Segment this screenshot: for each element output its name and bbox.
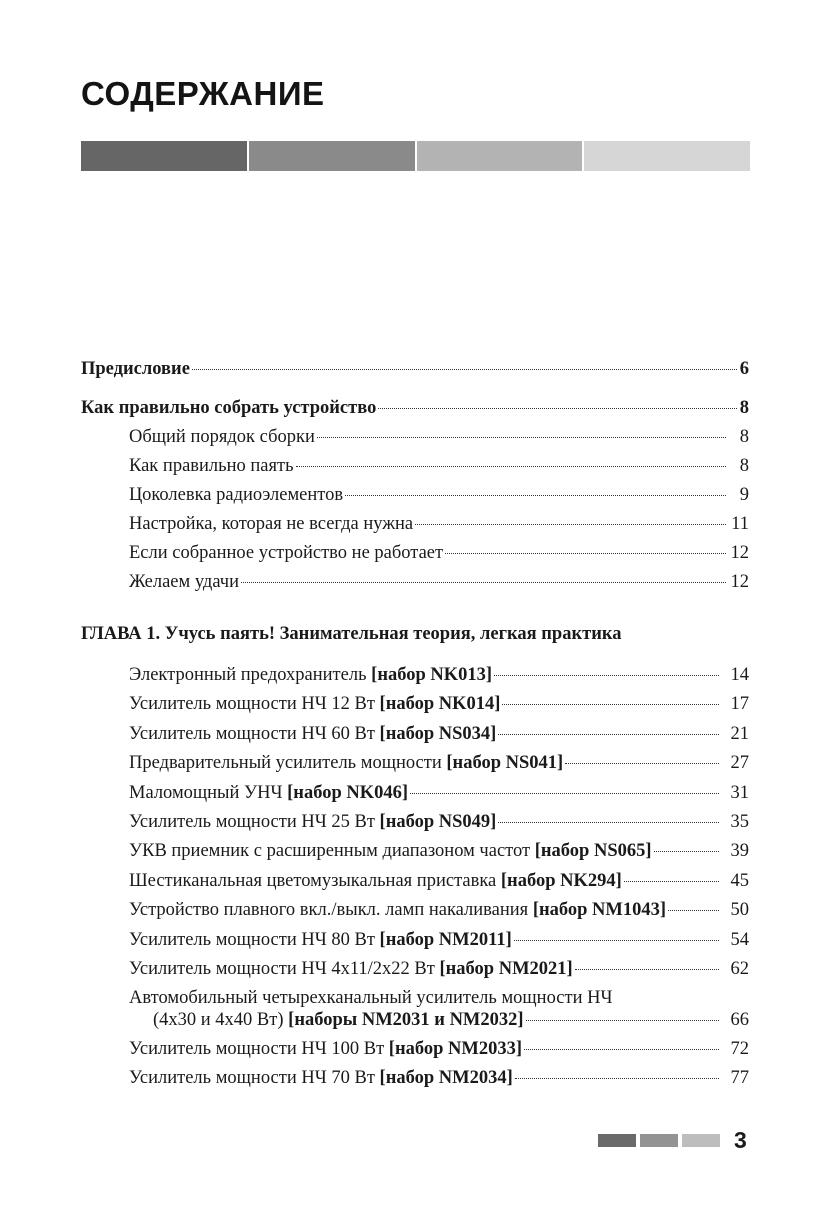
toc-entry-page: 11: [731, 514, 749, 534]
dot-leader: [565, 763, 719, 764]
dot-leader: [502, 704, 719, 705]
toc-entry-label: Предисловие: [81, 359, 190, 379]
toc-entry[interactable]: [81, 958, 749, 980]
dot-leader: [498, 822, 719, 823]
dot-leader: [345, 495, 726, 496]
page-number: 3: [734, 1127, 747, 1153]
dot-leader: [378, 408, 736, 409]
kit-code: [набор NS041]: [446, 753, 564, 774]
toc-entry-page: 45: [730, 870, 749, 891]
page-title: СОДЕРЖАНИЕ: [81, 75, 325, 112]
toc-entry-page: 8: [739, 398, 749, 418]
chapter-entries-list: [81, 664, 749, 980]
dot-leader: [296, 466, 726, 467]
toc-entry[interactable]: [81, 571, 749, 593]
dot-leader: [494, 675, 719, 676]
title-decor-bar: [81, 141, 750, 171]
toc-entry-page: 12: [730, 543, 749, 563]
toc-entry-page: 9: [739, 485, 749, 505]
toc-entry-page: 27: [730, 753, 749, 774]
table-of-contents: [81, 355, 749, 1089]
toc-entry-label: УКВ приемник с расширенным диапазоном частот: [129, 841, 531, 862]
toc-entry-label: Электронный предохранитель: [129, 665, 367, 685]
toc-entry-page: 6: [739, 359, 749, 379]
toc-entry-label: Усилитель мощности НЧ 80 Вт: [129, 929, 375, 950]
toc-entry-label: Настройка, которая не всегда нужна: [129, 514, 414, 534]
decor-bar-segment: [249, 141, 415, 171]
toc-entry-page: 8: [739, 456, 749, 476]
toc-entry-label: Если собранное устройство не работает: [129, 543, 444, 563]
dot-leader: [317, 437, 726, 438]
toc-subsection-list: [81, 426, 749, 593]
dot-leader: [415, 524, 726, 525]
dot-leader: [524, 1049, 719, 1050]
footer-bar-segment: [640, 1134, 678, 1147]
dot-leader: [526, 1020, 719, 1021]
toc-entry[interactable]: [81, 870, 749, 892]
toc-entry-page: 77: [730, 1068, 749, 1089]
toc-entry[interactable]: [81, 693, 749, 715]
toc-entry-label: Усилитель мощности НЧ 70 Вт: [129, 1068, 375, 1089]
toc-entry-label: Как правильно собрать устройство: [81, 398, 377, 418]
toc-entry[interactable]: [81, 664, 749, 686]
toc-entry[interactable]: [81, 455, 749, 477]
toc-entry-label: Цоколевка радиоэлементов: [129, 485, 344, 505]
dot-leader: [514, 940, 719, 941]
toc-entry-page: 62: [730, 958, 749, 979]
kit-code: [набор NK046]: [287, 782, 409, 803]
toc-entry-preface[interactable]: [81, 358, 749, 380]
dot-leader: [654, 851, 719, 852]
toc-entry-label: Шестиканальная цветомузыкальная приставка: [129, 870, 497, 891]
dot-leader: [445, 553, 726, 554]
toc-entry[interactable]: [81, 811, 749, 833]
toc-entry-page: 72: [730, 1038, 749, 1059]
toc-entry-page: 50: [730, 900, 749, 921]
toc-entry-label: Устройство плавного вкл./выкл. ламп накаливания: [129, 900, 529, 921]
kit-code: [наборы NM2031 и NM2032]: [288, 1009, 524, 1030]
kit-code: [набор NK294]: [500, 870, 622, 891]
page-footer: [598, 1128, 747, 1152]
dot-leader: [624, 881, 719, 882]
kit-code: [набор NM2021]: [439, 958, 573, 979]
toc-entry-multiline[interactable]: [81, 987, 749, 1031]
dot-leader: [192, 369, 737, 370]
dot-leader: [668, 910, 719, 911]
kit-code: [набор NK013]: [371, 665, 493, 685]
toc-entry-label-line1: Автомобильный четырехканальный усилитель мощности НЧ: [129, 987, 613, 1008]
toc-entry-page: 17: [730, 694, 749, 715]
kit-code: [набор NM2034]: [379, 1068, 513, 1089]
toc-entry[interactable]: [81, 1038, 749, 1060]
footer-bar-segment: [598, 1134, 636, 1147]
toc-entry-label: Маломощный УНЧ: [129, 782, 283, 803]
toc-entry[interactable]: [81, 840, 749, 862]
dot-leader: [515, 1078, 719, 1079]
toc-entry-page: 8: [739, 427, 749, 447]
decor-bar-segment: [417, 141, 583, 171]
toc-entry[interactable]: [81, 723, 749, 745]
toc-entry-page: 21: [730, 723, 749, 744]
dot-leader: [575, 969, 719, 970]
toc-entry-page: 66: [730, 1009, 749, 1030]
dot-leader: [410, 793, 719, 794]
toc-entry-page: 31: [730, 782, 749, 803]
kit-code: [набор NS034]: [379, 723, 497, 744]
kit-code: [набор NM2011]: [379, 929, 512, 950]
footer-bar-segment: [682, 1134, 720, 1147]
toc-entry-label: Как правильно паять: [129, 456, 294, 476]
dot-leader: [241, 582, 726, 583]
chapter-heading: ГЛАВА 1. Учусь паять! Занимательная теория, легкая практика: [81, 624, 622, 644]
toc-entry-label: Усилитель мощности НЧ 60 Вт: [129, 723, 375, 744]
toc-entry-page: 14: [730, 665, 749, 685]
kit-code: [набор NS049]: [379, 811, 497, 832]
toc-entry-assembly[interactable]: [81, 397, 749, 419]
toc-entry[interactable]: [81, 752, 749, 774]
toc-entry[interactable]: [81, 929, 749, 951]
toc-entry-label-line2: (4х30 и 4х40 Вт): [153, 1009, 284, 1030]
toc-entry-page: 35: [730, 811, 749, 832]
toc-entry[interactable]: [81, 1067, 749, 1089]
toc-entry-label: Усилитель мощности НЧ 4х11/2х22 Вт: [129, 958, 435, 979]
toc-entry-page: 54: [730, 929, 749, 950]
toc-entry-label: Усилитель мощности НЧ 100 Вт: [129, 1038, 385, 1059]
toc-entry[interactable]: [81, 484, 749, 506]
kit-code: [набор NS065]: [534, 841, 652, 862]
toc-entry-label: Усилитель мощности НЧ 12 Вт: [129, 694, 375, 715]
toc-entry[interactable]: [81, 426, 749, 448]
toc-entry[interactable]: [81, 782, 749, 804]
toc-entry-label: Предварительный усилитель мощности: [129, 753, 442, 774]
kit-code: [набор NM1043]: [532, 900, 667, 921]
toc-entry-page: 39: [730, 841, 749, 862]
toc-entry-line2: [129, 1009, 749, 1031]
decor-bar-segment: [81, 141, 247, 171]
dot-leader: [498, 734, 719, 735]
toc-entry[interactable]: [81, 542, 749, 564]
toc-entry-page: 12: [730, 572, 749, 592]
chapter-entries-list-tail: [81, 1038, 749, 1089]
toc-entry-label: Усилитель мощности НЧ 25 Вт: [129, 811, 375, 832]
decor-bar-segment: [584, 141, 750, 171]
toc-entry[interactable]: [81, 899, 749, 921]
kit-code: [набор NK014]: [379, 694, 501, 715]
toc-entry-label: Общий порядок сборки: [129, 427, 315, 447]
kit-code: [набор NM2033]: [388, 1038, 523, 1059]
toc-entry-label: Желаем удачи: [129, 572, 240, 592]
toc-entry[interactable]: [81, 513, 749, 535]
